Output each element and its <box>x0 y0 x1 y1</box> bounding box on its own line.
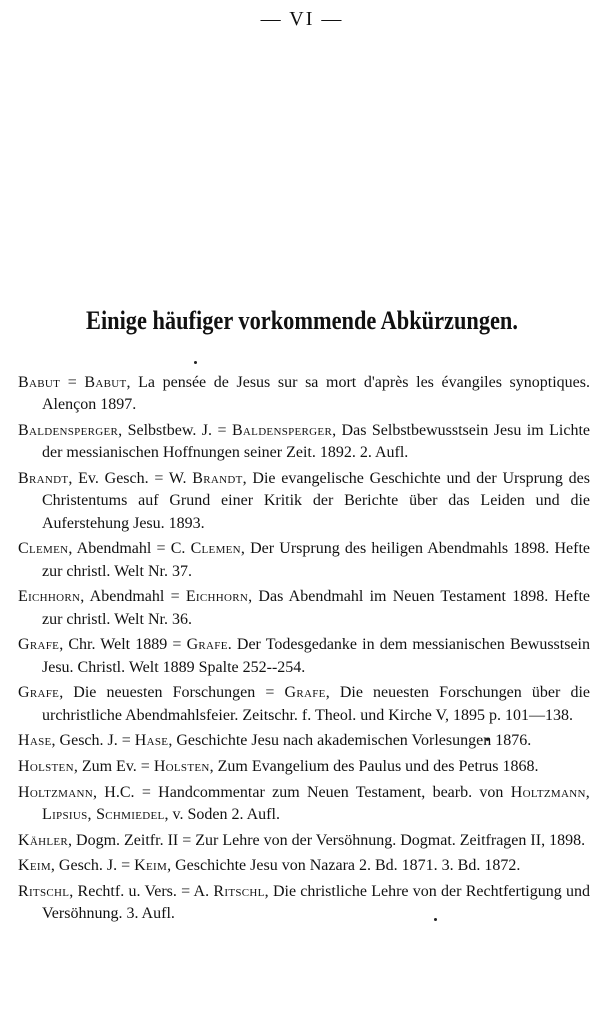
entry-abbr-rest: , Gesch. J. = <box>51 732 135 750</box>
abbreviation-entry <box>18 682 590 727</box>
entry-abbr-author: Holsten <box>18 758 74 775</box>
entry-abbr-author: Grafe <box>18 636 60 654</box>
entry-text: , v. Soden 2. Aufl. <box>164 806 280 823</box>
abbreviation-entry <box>18 468 590 535</box>
abbreviation-entry <box>18 830 590 852</box>
abbreviation-entry <box>18 782 590 827</box>
entry-abbr-rest: , Ev. Gesch. = W. <box>68 470 193 487</box>
entry-abbr-rest: , Abendmahl = <box>80 588 186 606</box>
entry-abbr-rest: = <box>60 374 85 391</box>
abbreviation-entry <box>18 420 590 465</box>
abbreviation-entry <box>18 634 590 679</box>
entry-abbr-author: Ritschl <box>18 882 70 900</box>
entry-abbr-author: Brandt <box>18 470 69 487</box>
entry-abbr-rest: , Gesch. J. = <box>50 857 135 875</box>
abbreviation-entry <box>18 372 590 417</box>
abbreviation-entry <box>18 881 590 926</box>
entry-author: Hase <box>134 732 169 750</box>
entry-abbr-rest: , Rechtf. u. Vers. = A. <box>69 882 214 900</box>
entry-text: , Das Selbstbewusstsein Jesu im Lichte der messianischen Hoffnungen seiner Zeit. 1892. 2. Aufl. <box>42 422 591 462</box>
entry-abbr-author: Eichhorn <box>18 588 81 606</box>
abbreviation-entry <box>18 586 590 631</box>
abbreviation-entry <box>18 730 590 752</box>
entry-abbr-author: Kähler <box>18 831 69 849</box>
entry-abbr-author: Baldensperger <box>18 422 119 439</box>
entry-author: Eichhorn <box>185 588 249 606</box>
entry-abbr-rest: , Dogm. Zeitfr. II = <box>68 831 196 849</box>
entry-abbr-author: Holtzmann <box>18 783 93 801</box>
entry-abbr-rest: , Abendmahl = C. <box>68 540 191 558</box>
entry-abbr-rest: , Selbstbew. J. = <box>118 422 232 439</box>
entry-author: Baldensperger <box>231 422 333 439</box>
entry-text: , Der Ursprung des heiligen Abendmahls 1898. Hefte zur christl. Welt Nr. 37. <box>42 540 591 580</box>
abbreviation-entry <box>18 756 590 778</box>
entry-text: , Die christliche Lehre von der Rechtfertigung und Versöhnung. 3. Aufl. <box>42 882 590 923</box>
print-speck <box>194 361 197 364</box>
entry-text: , Das Abendmahl im Neuen Testament 1898. Hefte zur christl. Welt Nr. 36. <box>42 588 591 628</box>
entry-abbr-rest: , Zum Ev. = <box>73 758 154 775</box>
entry-text: Zur Lehre von der Versöhnung. Dogmat. Zeitfragen II, 1898. <box>195 831 586 849</box>
entry-text: , Die neuesten Forschungen über die urchristliche Abendmahlsfeier. Zeitschr. f. Theol. und Kirche V, 1895 p. 101—138. <box>42 684 590 724</box>
entry-abbr-author: Babut <box>18 374 61 391</box>
entry-author: Brandt <box>192 470 243 487</box>
entry-text: , La pensée de Jesus sur sa mort d'après les évangiles synoptiques. Alençon 1897. <box>42 374 590 414</box>
entry-abbr-rest: , H.C. = Handcommentar zum Neuen Testament, bearb. von <box>92 783 511 801</box>
page-number: — VI — <box>260 8 344 30</box>
abbreviation-entry <box>18 538 590 583</box>
entry-text: , Zum Evangelium des Paulus und des Petrus 1868. <box>209 758 539 775</box>
entry-author: Grafe <box>186 636 228 654</box>
entry-abbr-rest: , Chr. Welt 1889 = <box>59 636 187 654</box>
entry-text: , Geschichte Jesu von Nazara 2. Bd. 1871. 3. Bd. 1872. <box>167 857 521 875</box>
entry-abbr-author: Hase <box>18 732 52 750</box>
page-heading: Einige häufiger vorkommende Abkürzungen. <box>86 306 518 335</box>
entry-text: , Geschichte Jesu nach akademischen Vorlesungen 1876. <box>168 732 532 750</box>
entry-abbr-rest: , Die neuesten Forschungen = <box>59 684 285 702</box>
entry-abbr-author: Clemen <box>18 540 69 558</box>
entry-text: , Die evangelische Geschichte und der Ursprung des Christentums auf Grund einer Kritik der Berichte über das Leiden und die Auferstehung Jesu. 1893. <box>42 470 590 532</box>
abbreviation-entry <box>18 855 590 877</box>
entry-author: Holsten <box>153 758 210 775</box>
entry-abbr-author: Grafe <box>18 684 60 702</box>
abbreviation-list <box>18 372 590 929</box>
entry-text: . Der Todesgedanke in dem messianischen Bewusstsein Jesu. Christl. Welt 1889 Spalte 252--254. <box>42 636 590 676</box>
entry-author: Ritschl <box>213 882 265 900</box>
entry-author: Babut <box>84 374 127 391</box>
entry-author: Grafe <box>284 684 326 702</box>
entry-author: Holtzmann, Lipsius, Schmiedel <box>42 783 590 823</box>
entry-abbr-author: Keim <box>18 857 51 875</box>
entry-author: Clemen <box>190 540 241 558</box>
entry-author: Keim <box>134 857 168 875</box>
